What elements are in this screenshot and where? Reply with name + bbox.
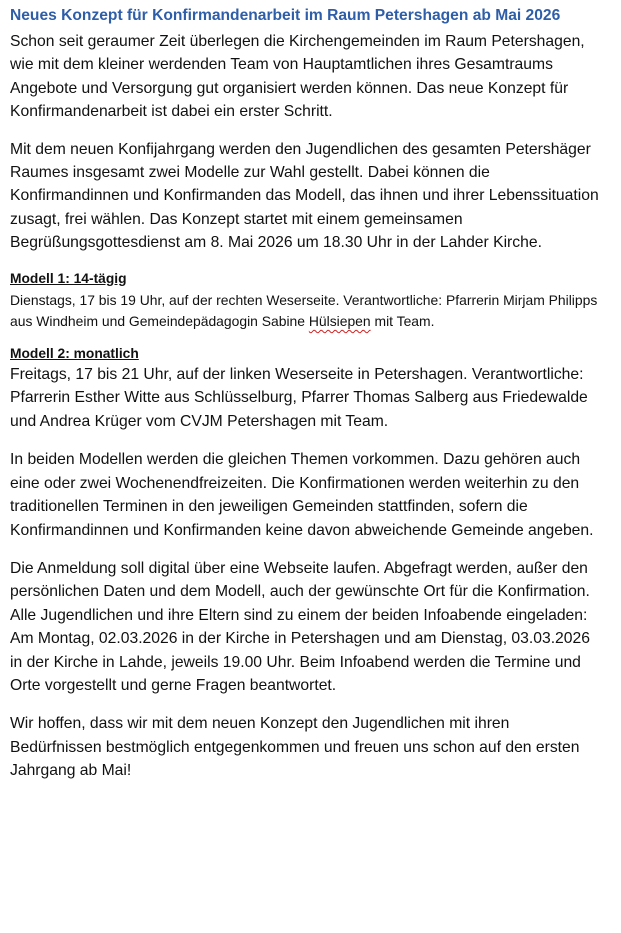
intro-paragraph: Schon seit geraumer Zeit überlegen die Kirchengemeinden im Raum Petershagen, wie mit dem kleiner werdenden Team von Hauptamtlichen ihres Gesamtraums Angebote und Versorgung gut organisiert werden können. Das neue Konzept für Konfirmandenarbeit ist dabei ein erster Schritt. [10, 33, 585, 121]
closing-paragraph: Wir hoffen, dass wir mit dem neuen Konzept den Jugendlichen mit ihren Bedürfnissen bestmöglich entgegenkommen und freuen uns schon auf den ersten Jahrgang ab Mai! [10, 715, 580, 780]
model-1-section [10, 270, 605, 332]
themes-paragraph: In beiden Modellen werden die gleichen Themen vorkommen. Dazu gehören auch eine oder zwei Wochenendfreizeiten. Die Konfirmationen werden weiterhin zu den traditionellen Terminen in den jeweiligen Gemeinden stattfinden, sofern die Konfirmandinnen und Konfirmanden keine davon abweichende Gemeinde angeben. [10, 451, 594, 539]
model-2-section [10, 345, 605, 433]
model-1-heading: Modell 1: 14-tägig [10, 270, 127, 286]
model-2-description: Freitags, 17 bis 21 Uhr, auf der linken Weserseite in Petershagen. Verantwortliche: Pfarrerin Esther Witte aus Schlüsselburg, Pfarrer Thomas Salberg aus Friedewalde und Andrea Krüger vom CVJM Petershagen mit Team. [10, 366, 588, 430]
article-title: Neues Konzept für Konfirmandenarbeit im Raum Petershagen ab Mai 2026 [10, 7, 561, 24]
spellcheck-flagged-word: Hülsiepen [308, 312, 371, 329]
model-1-text-start: Dienstags, 17 bis 19 Uhr, auf der rechten Weserseite. Verantwortliche: Pfarrerin Mirjam Philipps aus Windheim und Gemeindepädagogin Sabine [10, 291, 598, 329]
model-1-description [10, 290, 605, 332]
models-overview-paragraph: Mit dem neuen Konfijahrgang werden den Jugendlichen des gesamten Petershäger Raumes insgesamt zwei Modelle zur Wahl gestellt. Dabei können die Konfirmandinnen und Konfirmanden das Modell, das ihnen und ihrer Lebenssituation zusagt, frei wählen. Das Konzept startet mit einem gemeinsamen Begrüßungsgottesdienst am 8. Mai 2026 um 18.30 Uhr in der Lahder Kirche. [10, 140, 599, 252]
registration-paragraph: Die Anmeldung soll digital über eine Webseite laufen. Abgefragt werden, außer den persönlichen Daten und dem Modell, auch der gewünschte Ort für die Konfirmation. Alle Jugendlichen und ihre Eltern sind zu einem der beiden Infoabende eingeladen: Am Montag, 02.03.2026 in der Kirche in Petershagen und am Dienstag, 03.03.2026 in der Kirche in Lahde, jeweils 19.00 Uhr. Beim Infoabend werden die Termine und Orte vorgestellt und gerne Fragen beantwortet. [10, 559, 590, 694]
model-2-heading: Modell 2: monatlich [10, 346, 139, 362]
model-1-text-end: mit Team. [370, 312, 435, 329]
